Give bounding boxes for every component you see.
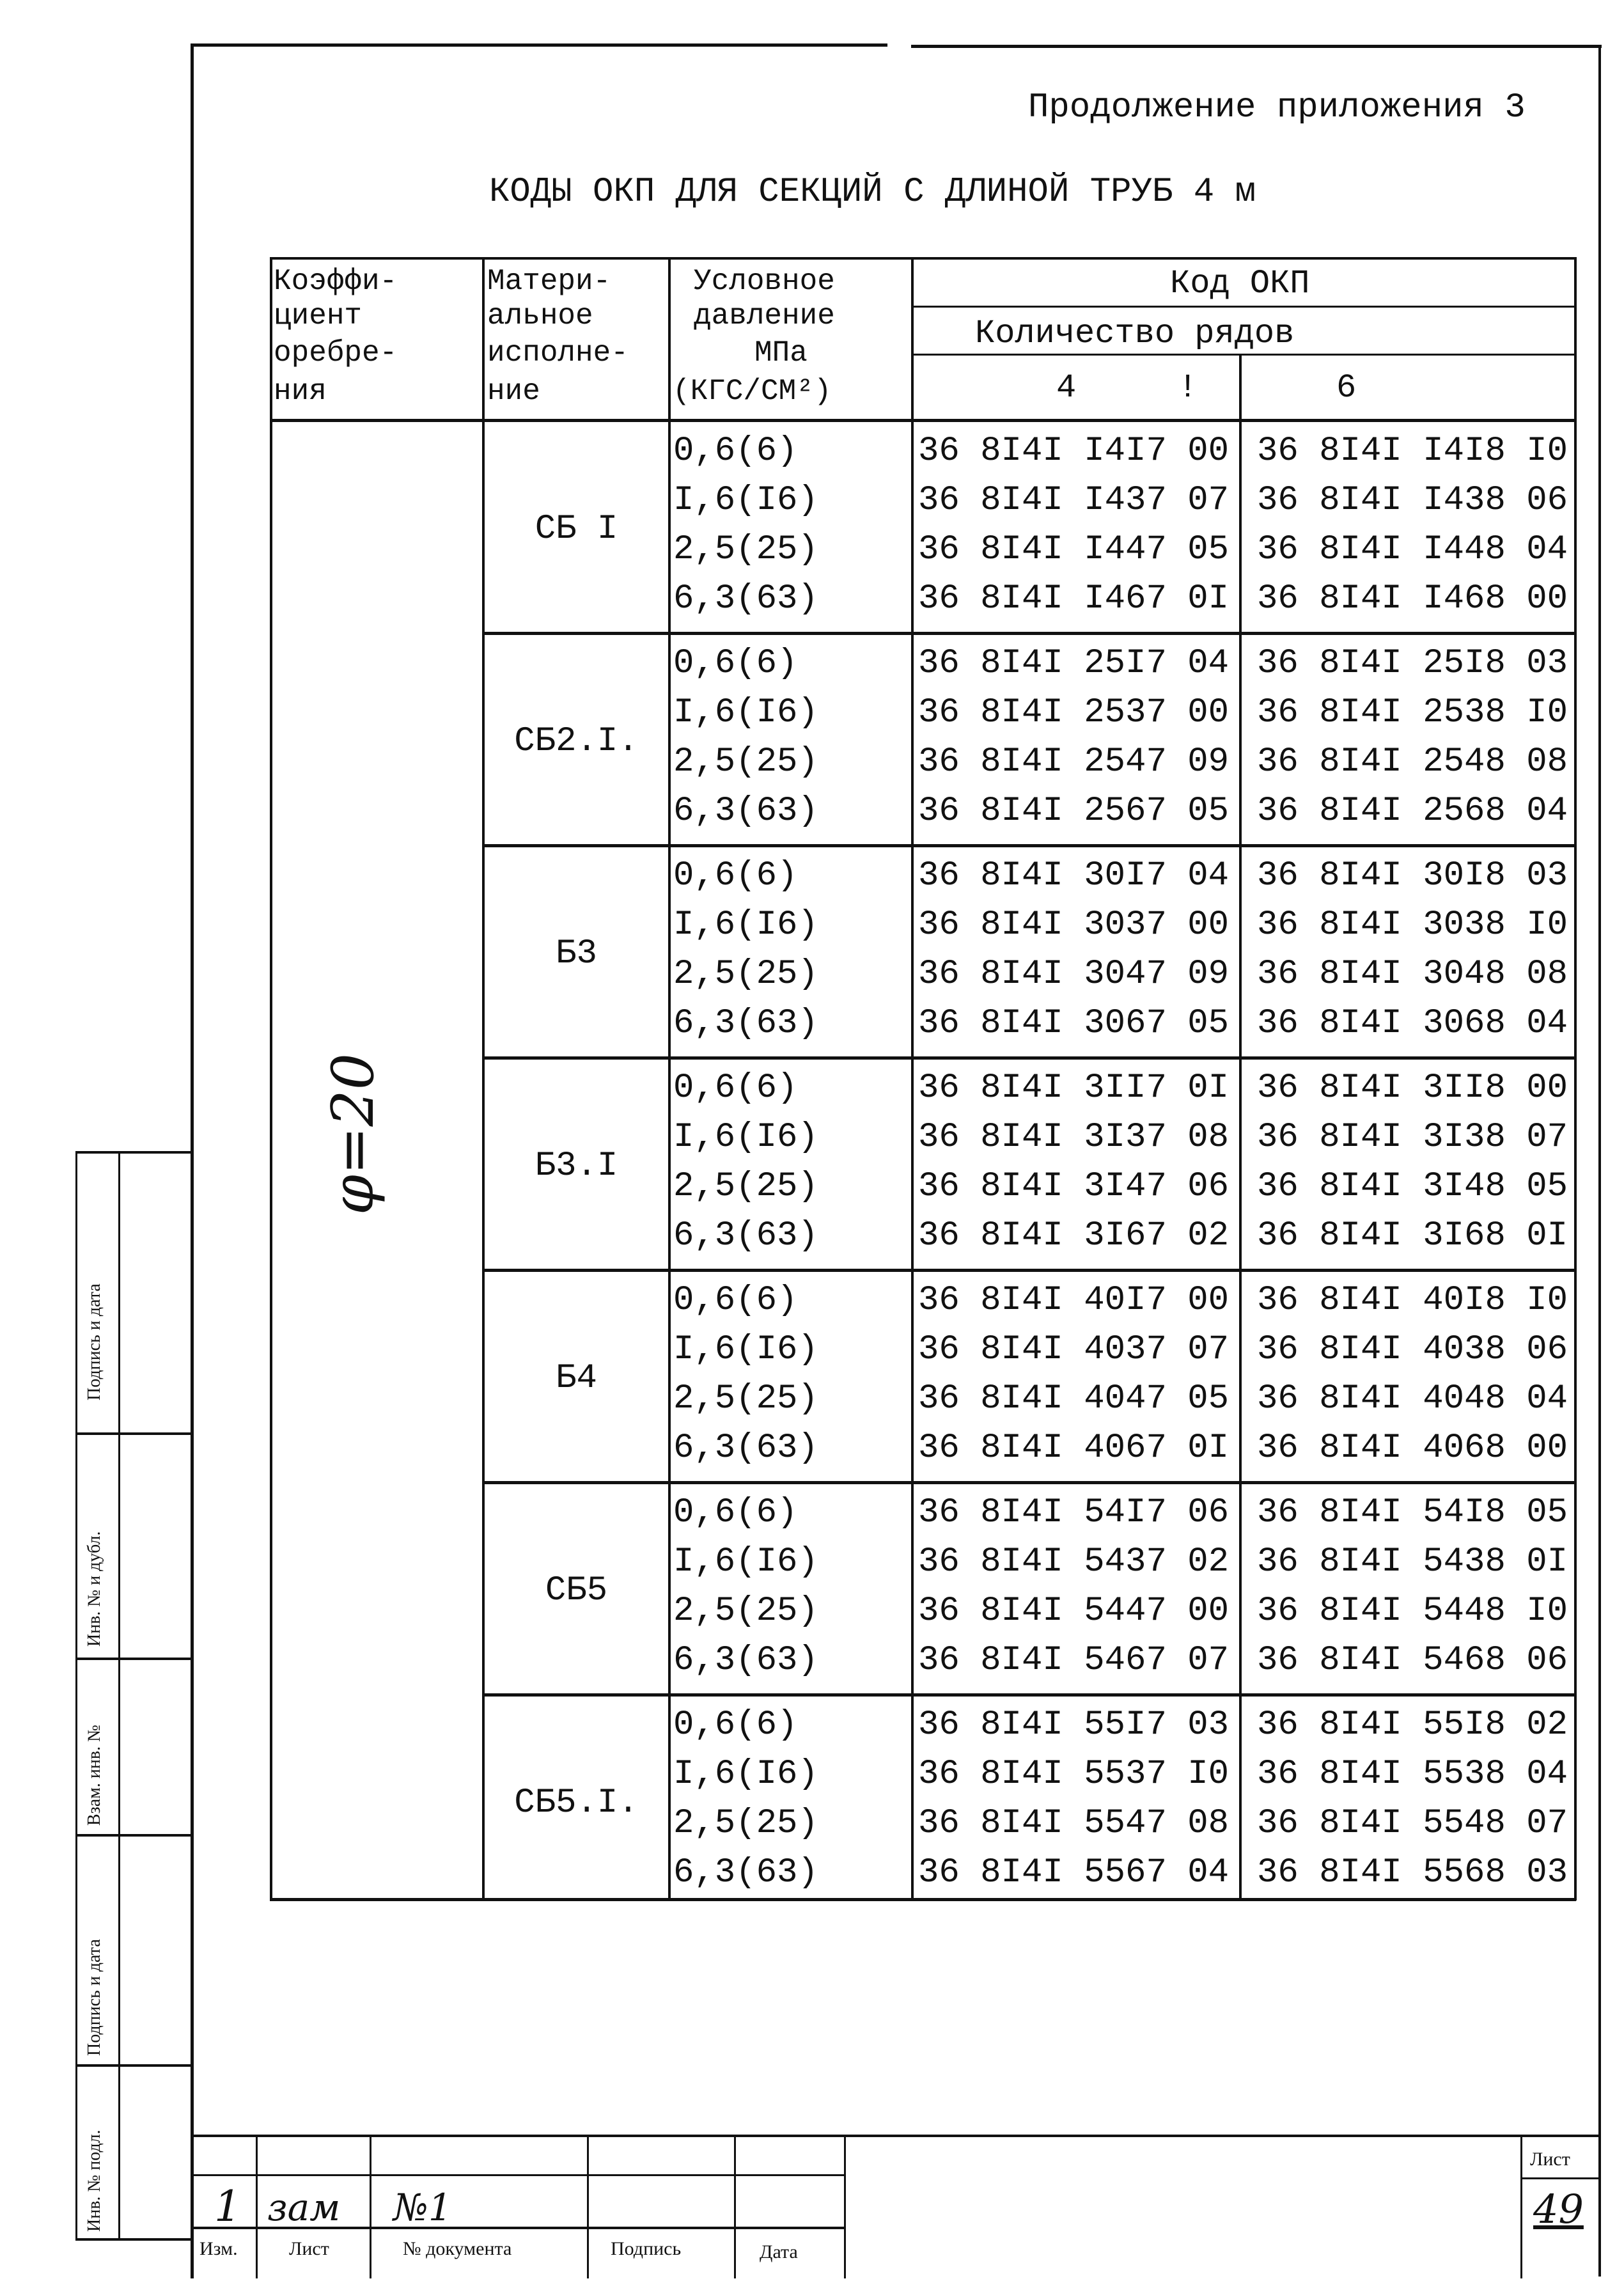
code-4-rows-cell: 36 8I4I 5467 07 — [918, 1641, 1230, 1680]
header-pressure-line: МПа — [754, 336, 808, 370]
code-4-rows-cell: 36 8I4I I437 07 — [918, 481, 1230, 520]
material-cell: СБ5 — [545, 1571, 608, 1610]
header-col-4-mark: ! — [1178, 369, 1198, 407]
code-6-rows-cell: 36 8I4I 5438 0I — [1257, 1542, 1568, 1581]
material-cell: СБ5.I. — [514, 1783, 639, 1822]
table-right-line — [1574, 257, 1577, 1901]
code-4-rows-cell: 36 8I4I 30I7 04 — [918, 856, 1230, 895]
header-pressure-line: (КГС/СМ²) — [673, 375, 832, 408]
side-stamp-divider — [75, 1834, 192, 1837]
code-4-rows-cell: 36 8I4I 5437 02 — [918, 1542, 1230, 1581]
header-coef-line: циент — [274, 299, 363, 333]
title-block-col-line — [256, 2135, 258, 2278]
side-stamp-bottom — [75, 2238, 192, 2241]
handwritten-list: зам — [267, 2186, 341, 2229]
pressure-cell: I,6(I6) — [673, 693, 818, 732]
pressure-cell: 2,5(25) — [673, 1167, 818, 1206]
table-left-line — [270, 257, 272, 1901]
title-block-top-line — [191, 2135, 1600, 2137]
side-stamp-top — [75, 1151, 192, 1154]
material-cell: Б3.I — [535, 1146, 618, 1186]
side-label-inv-dubl: Инв. № и дубл. — [84, 1531, 104, 1647]
pressure-cell: I,6(I6) — [673, 1118, 818, 1157]
title-block-sheet-divider — [1520, 2177, 1600, 2179]
side-stamp-divider — [75, 1658, 192, 1660]
code-6-rows-cell: 36 8I4I 3I48 05 — [1257, 1167, 1568, 1206]
pressure-cell: 2,5(25) — [673, 742, 818, 781]
code-6-rows-cell: 36 8I4I 5448 I0 — [1257, 1592, 1568, 1631]
side-label-vzam-inv: Взам. инв. № — [84, 1725, 104, 1826]
code-4-rows-cell: 36 8I4I 5447 00 — [918, 1592, 1230, 1631]
code-4-rows-cell: 36 8I4I 3067 05 — [918, 1004, 1230, 1043]
code-4-rows-cell: 36 8I4I 4047 05 — [918, 1379, 1230, 1418]
code-6-rows-cell: 36 8I4I 2548 08 — [1257, 742, 1568, 781]
label-izm: Изм. — [199, 2238, 238, 2259]
pressure-cell: 0,6(6) — [673, 1281, 798, 1320]
header-pressure-line: давление — [694, 299, 835, 333]
code-4-rows-cell: 36 8I4I I467 0I — [918, 579, 1230, 618]
code-6-rows-cell: 36 8I4I 3I38 07 — [1257, 1118, 1568, 1157]
code-4-rows-cell: 36 8I4I I447 05 — [918, 530, 1230, 569]
code-4-rows-cell: 36 8I4I 25I7 04 — [918, 644, 1230, 683]
pressure-cell: 0,6(6) — [673, 644, 798, 683]
pressure-cell: I,6(I6) — [673, 1542, 818, 1581]
pressure-cell: 6,3(63) — [673, 1853, 818, 1892]
pressure-cell: 0,6(6) — [673, 1069, 798, 1108]
side-label-signature-date-2: Подпись и дата — [84, 1939, 104, 2056]
pressure-cell: I,6(I6) — [673, 905, 818, 945]
pressure-cell: I,6(I6) — [673, 1755, 818, 1794]
code-6-rows-cell: 36 8I4I 4068 00 — [1257, 1429, 1568, 1468]
header-code-okp: Код ОКП — [1170, 265, 1310, 302]
pressure-cell: 0,6(6) — [673, 1493, 798, 1532]
code-6-rows-cell: 36 8I4I I468 00 — [1257, 579, 1568, 618]
code-6-rows-cell: 36 8I4I I448 04 — [1257, 530, 1568, 569]
title-block-col-line — [734, 2135, 736, 2278]
col-material-right-line — [668, 257, 671, 1901]
code-6-rows-cell: 36 8I4I 2538 I0 — [1257, 693, 1568, 732]
pressure-cell: 2,5(25) — [673, 1379, 818, 1418]
pressure-cell: 0,6(6) — [673, 432, 798, 471]
handwritten-izm: 1 — [214, 2182, 241, 2231]
header-rows-count: Количество рядов — [975, 315, 1295, 352]
pressure-cell: 2,5(25) — [673, 955, 818, 994]
pressure-cell: 6,3(63) — [673, 579, 818, 618]
title-block-col-line — [844, 2135, 846, 2278]
frame-top-border-right — [911, 45, 1602, 48]
title-block-col-line — [370, 2135, 371, 2278]
pressure-cell: 0,6(6) — [673, 1705, 798, 1744]
code-6-rows-cell: 36 8I4I 5568 03 — [1257, 1853, 1568, 1892]
code-6-rows-cell: 36 8I4I 3068 04 — [1257, 1004, 1568, 1043]
pressure-cell: 2,5(25) — [673, 530, 818, 569]
side-stamp-outer-left — [75, 1151, 77, 2238]
code-4-rows-cell: 36 8I4I 55I7 03 — [918, 1705, 1230, 1744]
sheet-number: 49 — [1533, 2186, 1584, 2232]
title-block-row-line — [191, 2174, 846, 2176]
col-4rows-right-line — [1239, 354, 1242, 1901]
code-6-rows-cell: 36 8I4I I4I8 I0 — [1257, 432, 1568, 471]
side-label-inv-podl: Инв. № подл. — [84, 2129, 104, 2232]
header-material-line: исполне- — [487, 336, 629, 370]
side-stamp-divider — [75, 1432, 192, 1435]
code-4-rows-cell: 36 8I4I 3I67 02 — [918, 1216, 1230, 1255]
page-title: КОДЫ ОКП ДЛЯ СЕКЦИЙ С ДЛИНОЙ ТРУБ 4 м — [489, 173, 1256, 212]
material-cell: Б3 — [556, 934, 597, 973]
col-pressure-right-line — [911, 257, 914, 1901]
header-material-line: Матери- — [487, 265, 611, 298]
frame-left-border — [191, 43, 194, 2278]
handwritten-doc-no: №1 — [393, 2186, 452, 2229]
code-6-rows-cell: 36 8I4I 5548 07 — [1257, 1804, 1568, 1843]
label-list: Лист — [289, 2238, 329, 2259]
material-cell: Б4 — [556, 1358, 597, 1398]
pressure-cell: 6,3(63) — [673, 1216, 818, 1255]
pressure-cell: 0,6(6) — [673, 856, 798, 895]
code-4-rows-cell: 36 8I4I 3I37 08 — [918, 1118, 1230, 1157]
header-coef-line: ния — [274, 375, 327, 408]
code-6-rows-cell: 36 8I4I 4048 04 — [1257, 1379, 1568, 1418]
code-6-rows-cell: 36 8I4I 3038 I0 — [1257, 905, 1568, 945]
code-6-rows-cell: 36 8I4I 54I8 05 — [1257, 1493, 1568, 1532]
table-header-bottom-line — [270, 419, 1576, 422]
table-top-line — [270, 257, 1576, 260]
header-coef-line: оребре- — [274, 336, 398, 370]
header-material-line: ние — [487, 375, 540, 408]
code-4-rows-cell: 36 8I4I 2537 00 — [918, 693, 1230, 732]
label-sheet: Лист — [1530, 2149, 1570, 2170]
code-4-rows-cell: 36 8I4I 3II7 0I — [918, 1069, 1230, 1108]
label-signature: Подпись — [611, 2238, 682, 2259]
code-okp-underline — [911, 306, 1576, 308]
code-4-rows-cell: 36 8I4I 4067 0I — [918, 1429, 1230, 1468]
side-label-signature-date-1: Подпись и дата — [84, 1283, 104, 1400]
header-material-line: альное — [487, 299, 593, 333]
side-stamp-inner-line — [118, 1151, 120, 2238]
frame-right-border — [1598, 45, 1601, 2277]
code-4-rows-cell: 36 8I4I 5567 04 — [918, 1853, 1230, 1892]
code-6-rows-cell: 36 8I4I 5538 04 — [1257, 1755, 1568, 1794]
code-4-rows-cell: 36 8I4I 3037 00 — [918, 905, 1230, 945]
code-4-rows-cell: 36 8I4I 4037 07 — [918, 1330, 1230, 1369]
side-stamp-divider — [75, 2064, 192, 2067]
material-cell: СБ I — [535, 509, 618, 549]
label-date: Дата — [760, 2241, 798, 2262]
rows-count-underline — [911, 354, 1576, 356]
code-4-rows-cell: 36 8I4I 3047 09 — [918, 955, 1230, 994]
code-4-rows-cell: 36 8I4I I4I7 00 — [918, 432, 1230, 471]
code-6-rows-cell: 36 8I4I 25I8 03 — [1257, 644, 1568, 683]
code-4-rows-cell: 36 8I4I 2547 09 — [918, 742, 1230, 781]
pressure-cell: 6,3(63) — [673, 1641, 818, 1680]
header-coef-line: Коэффи- — [274, 265, 398, 298]
code-4-rows-cell: 36 8I4I 3I47 06 — [918, 1167, 1230, 1206]
code-6-rows-cell: 36 8I4I 2568 04 — [1257, 792, 1568, 831]
pressure-cell: 6,3(63) — [673, 1004, 818, 1043]
header-pressure-line: Условное — [694, 265, 835, 298]
code-6-rows-cell: 36 8I4I 3I68 0I — [1257, 1216, 1568, 1255]
pressure-cell: 2,5(25) — [673, 1592, 818, 1631]
label-doc-no: № документа — [403, 2238, 512, 2259]
table-bottom-line — [270, 1898, 1576, 1901]
code-6-rows-cell: 36 8I4I 5468 06 — [1257, 1641, 1568, 1680]
code-6-rows-cell: 36 8I4I 40I8 I0 — [1257, 1281, 1568, 1320]
code-6-rows-cell: 36 8I4I 3II8 00 — [1257, 1069, 1568, 1108]
pressure-cell: I,6(I6) — [673, 1330, 818, 1369]
coef-value-handwritten: φ=20 — [320, 1053, 387, 1215]
title-block-col-line — [587, 2135, 589, 2278]
frame-top-border-left — [191, 43, 887, 47]
code-6-rows-cell: 36 8I4I 4038 06 — [1257, 1330, 1568, 1369]
material-cell: СБ2.I. — [514, 721, 639, 761]
code-6-rows-cell: 36 8I4I 30I8 03 — [1257, 856, 1568, 895]
header-col-4: 4 — [1056, 369, 1077, 407]
code-6-rows-cell: 36 8I4I I438 06 — [1257, 481, 1568, 520]
pressure-cell: 2,5(25) — [673, 1804, 818, 1843]
code-4-rows-cell: 36 8I4I 2567 05 — [918, 792, 1230, 831]
code-4-rows-cell: 36 8I4I 40I7 00 — [918, 1281, 1230, 1320]
code-4-rows-cell: 36 8I4I 54I7 06 — [918, 1493, 1230, 1532]
code-6-rows-cell: 36 8I4I 55I8 02 — [1257, 1705, 1568, 1744]
pressure-cell: 6,3(63) — [673, 792, 818, 831]
code-4-rows-cell: 36 8I4I 5547 08 — [918, 1804, 1230, 1843]
code-6-rows-cell: 36 8I4I 3048 08 — [1257, 955, 1568, 994]
continuation-label: Продолжение приложения 3 — [1028, 88, 1526, 127]
title-block-sheet-col-line — [1520, 2135, 1522, 2278]
pressure-cell: 6,3(63) — [673, 1429, 818, 1468]
code-4-rows-cell: 36 8I4I 5537 I0 — [918, 1755, 1230, 1794]
pressure-cell: I,6(I6) — [673, 481, 818, 520]
header-col-6: 6 — [1336, 369, 1357, 407]
